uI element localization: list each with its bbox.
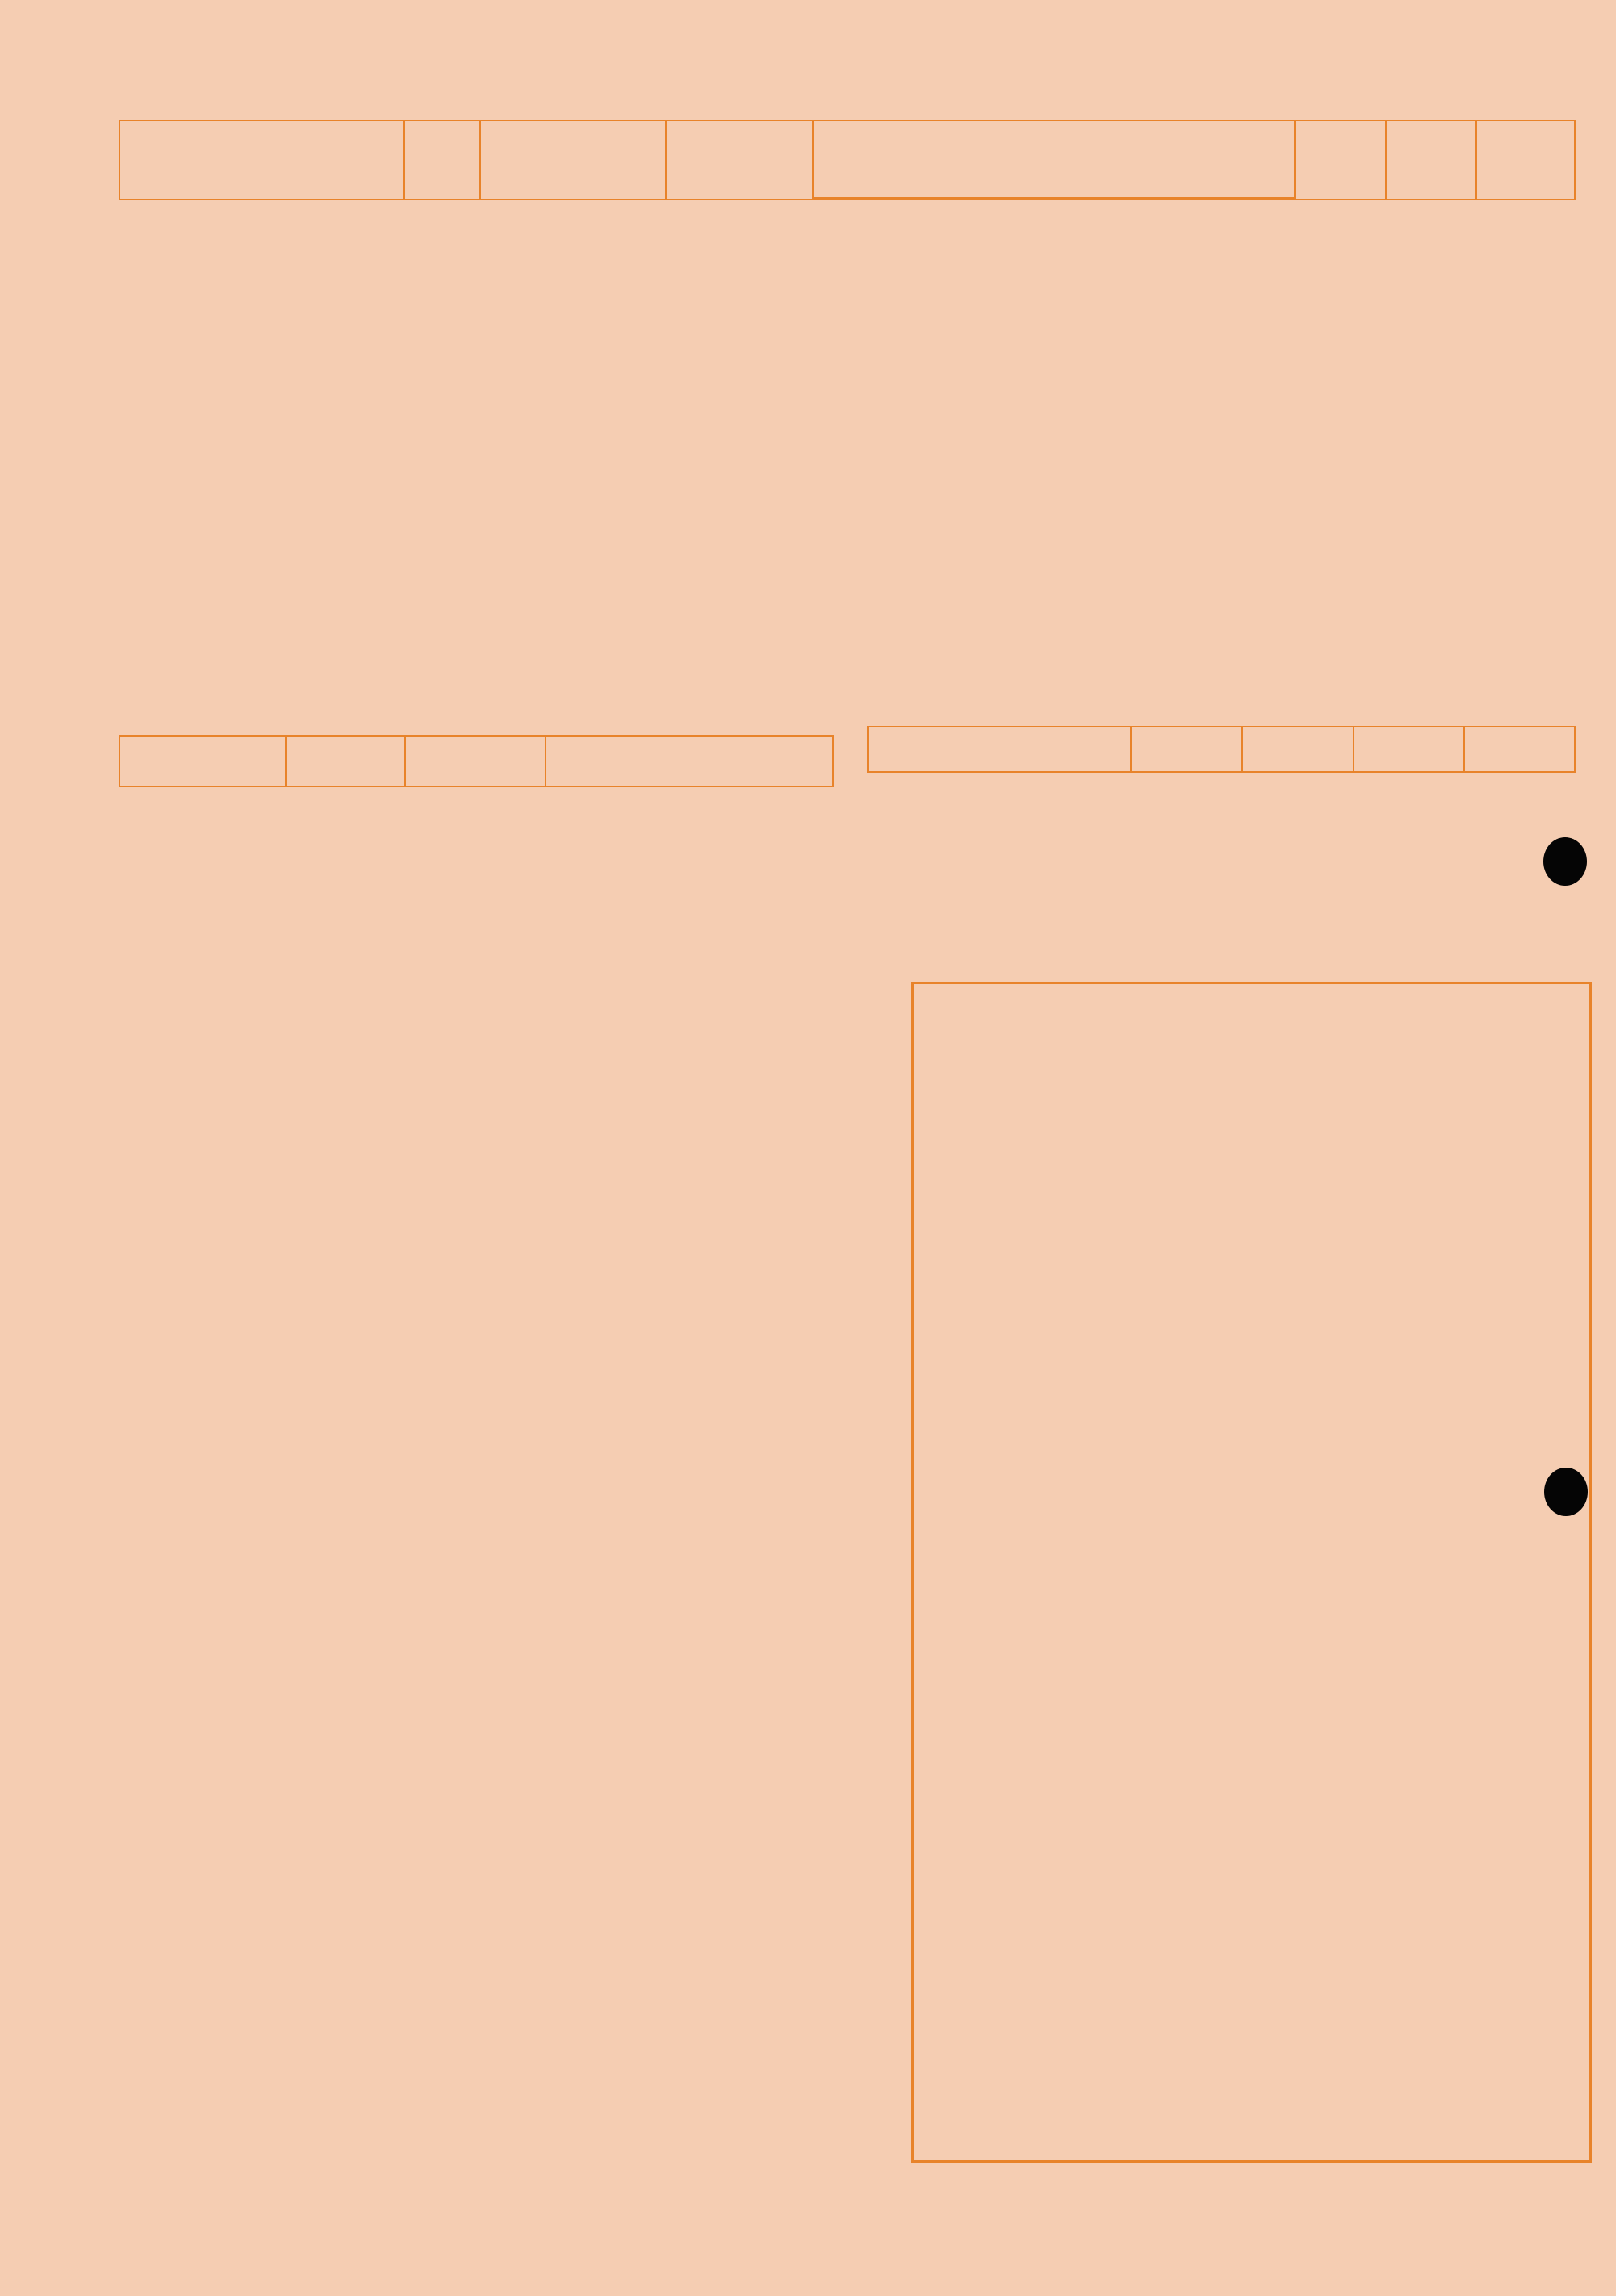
pressure-col-station [120, 736, 286, 786]
col-sonne [1295, 120, 1386, 200]
col-mittel [998, 198, 1088, 200]
col-station [120, 120, 404, 200]
col-t7 [813, 198, 903, 200]
col-wetter [480, 120, 666, 200]
punch-hole-bottom [1544, 1468, 1588, 1516]
weather-report-table [119, 120, 1576, 200]
col-wind [666, 120, 813, 200]
pressure-col-mm [405, 736, 545, 786]
soil-col-100 [1464, 727, 1575, 772]
col-hoechste [903, 198, 998, 200]
col-nieder [1386, 120, 1476, 200]
soil-col-20 [1242, 727, 1353, 772]
col-temperatur [813, 120, 1295, 198]
col-tiefstwert [1088, 198, 1295, 200]
soil-col-10 [1131, 727, 1242, 772]
atmosphere-chart [81, 1156, 889, 2166]
col-hoehe [404, 120, 480, 200]
pressure-col-hoehe [286, 736, 405, 786]
soil-col-50 [1353, 727, 1464, 772]
normal-values-box [911, 982, 1592, 2163]
pressure-col-meeres [545, 736, 833, 786]
pressure-table [119, 735, 834, 787]
eistage-map [914, 1130, 1589, 2160]
soil-temp-table [867, 726, 1576, 773]
punch-hole-top [1543, 837, 1587, 886]
soil-col-station [868, 727, 1131, 772]
col-schnee [1476, 120, 1575, 200]
